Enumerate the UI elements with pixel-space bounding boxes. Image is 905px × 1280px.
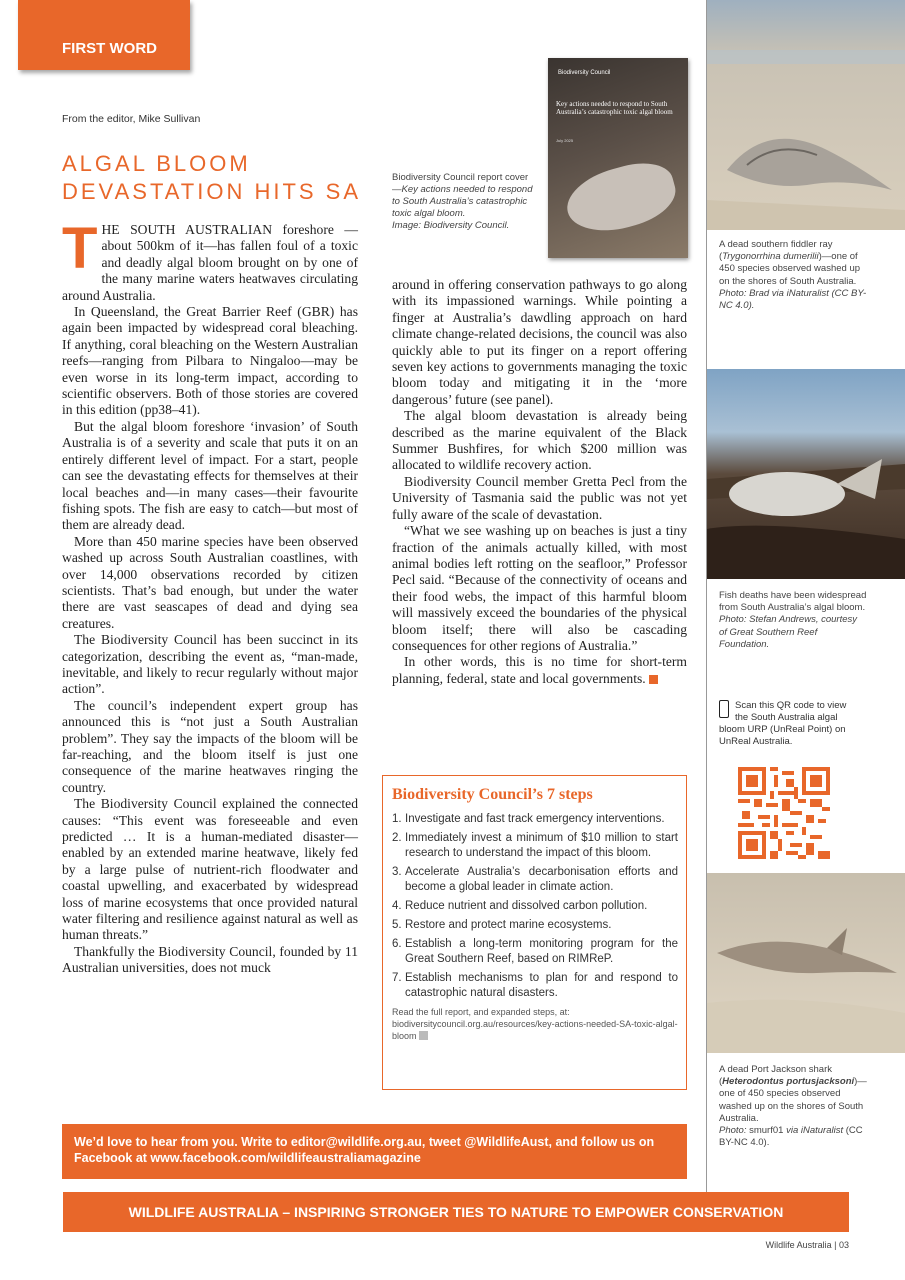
- section-tag-label: FIRST WORD: [62, 40, 157, 57]
- paragraph: around in offering conservation pathways to go along with its impassioned warnings. While pointing a finger at Australia’s dawdling approach on hard climate change-related decisions, the council was also quickly able to put its finger on a report offering seven key actions to governments managing the toxic bloom today and mitigating it in the ‘more dangerous’ future (see panel).: [392, 277, 687, 407]
- paragraph: [392, 654, 687, 687]
- photo-credit-label: Photo:: [719, 1125, 747, 1137]
- end-mark: [649, 675, 658, 684]
- cover-date: July 2025: [556, 138, 574, 143]
- step-number: 2.: [392, 832, 402, 844]
- photo-dead-shark: [707, 873, 905, 1053]
- step-text: Restore and protect marine ecosystems.: [405, 919, 612, 931]
- headline: [62, 150, 382, 206]
- step-number: 4.: [392, 900, 402, 912]
- paragraph: More than 450 marine species have been observed washed up across South Australian coastlines, with over 14,000 observations recorded by citizen scientists. That’s bad enough, but under the water there are vast seascapes of dead and dying sea creatures.: [62, 533, 358, 631]
- paragraph-text: In other words, this is no time for short-term planning, federal, state and local governments.: [392, 654, 687, 686]
- list-item: [392, 937, 678, 967]
- list-item: [392, 899, 678, 914]
- list-item: [392, 865, 678, 895]
- byline: From the editor, Mike Sullivan: [62, 113, 201, 125]
- step-number: 6.: [392, 938, 402, 950]
- photo-dead-fish: [707, 369, 905, 579]
- steps-panel: [382, 775, 687, 1090]
- photo-credit-source: via iNaturalist: [786, 1125, 844, 1137]
- photo-dead-fiddler-ray: [707, 0, 905, 230]
- steps-list: [392, 812, 678, 1001]
- qr-text: Scan this QR code to view the South Australia algal bloom URP (UnReal Point) on UnReal Australia.: [719, 700, 847, 747]
- step-text: Reduce nutrient and dissolved carbon pollution.: [405, 900, 648, 912]
- article-column-1: [62, 216, 358, 977]
- paragraph-text: HE SOUTH AUSTRALIAN foreshore —about 500km of it—has fallen foul of a toxic and deadly algal bloom brought on by one of the many marine waters heatwaves circulating around Australia.: [62, 222, 358, 303]
- end-mark: [419, 1031, 428, 1040]
- species-name: Trygonorrhina dumerilii: [722, 251, 819, 263]
- paragraph: The council’s independent expert group has announced this is “not just a South Australian problem”. They say the impacts of the bloom will be far-reaching, and the bloom itself is just one consequence of the marine heatwaves ringing the country.: [62, 697, 358, 795]
- step-number: 5.: [392, 919, 402, 931]
- step-number: 7.: [392, 972, 402, 984]
- photo-credit: Photo: Stefan Andrews, courtesy of Great Southern Reef Foundation.: [719, 614, 858, 650]
- cover-title: Key actions needed to respond to South Australia’s catastrophic toxic algal bloom: [556, 100, 673, 116]
- qr-instructions: [719, 700, 859, 748]
- paragraph: Thankfully the Biodiversity Council, founded by 11 Australian universities, does not muck: [62, 943, 358, 976]
- cover-caption-credit: Image: Biodiversity Council.: [392, 220, 510, 231]
- paragraph: In Queensland, the Great Barrier Reef (GBR) has again been impacted by widespread coral bleaching. If anything, coral bleaching on the Western Australian reefs—ranging from Pilbara to Ningaloo—may be even worse in its long-term impact, according to scientific observers. Both of those stories are covered in this edition (pp38–41).: [62, 304, 358, 418]
- read-more-note: [392, 1006, 678, 1042]
- read-more-text: Read the full report, and expanded steps, at: biodiversitycouncil.org.au/resources/key-actions-needed-SA-toxic-algal-bloom: [392, 1007, 678, 1041]
- caption-text: )—one of 450 species observed washed up on the shores of South Australia.: [719, 1076, 867, 1124]
- paragraph: The algal bloom devastation is already being described as the marine equivalent of the Black Summer Bushfires, for which $200 million was allocated to wildlife recovery action.: [392, 408, 687, 473]
- cover-caption-lead: Biodiversity Council report cover—: [392, 172, 529, 195]
- cover-caption-title: Key actions needed to respond to South Australia’s catastrophic toxic algal bloom.: [392, 184, 533, 219]
- step-text: Accelerate Australia’s decarbonisation efforts and become a global leader in climate action.: [405, 866, 678, 893]
- headline-line-2: DEVASTATION HITS SA: [62, 179, 362, 204]
- paragraph: [62, 216, 358, 304]
- caption-text: A dead Port Jackson shark (: [719, 1064, 833, 1088]
- step-text: Establish mechanisms to plan for and respond to catastrophic natural disasters.: [405, 972, 678, 999]
- paragraph: Biodiversity Council member Gretta Pecl from the University of Tasmania said the public was not yet fully aware of the scale of devastation.: [392, 473, 687, 522]
- page-folio: Wildlife Australia | 03: [765, 1240, 849, 1250]
- step-number: 3.: [392, 866, 402, 878]
- phone-icon: [719, 700, 729, 718]
- photo-credit-name: smurf01: [746, 1125, 787, 1137]
- photo-credit-license: (CC BY-NC 4.0).: [719, 1125, 863, 1149]
- paragraph: But the algal bloom foreshore ‘invasion’ of South Australia is of a severity and scale that puts it on an entirely different level of impact. For a start, people can see the devastating effects for themselves at their local beaches and—in many cases—their favourite fishing spots. The fish are easy to catch—but most of them are already dead.: [62, 418, 358, 533]
- caption-fish: [719, 590, 867, 651]
- caption-text: Fish deaths have been widespread from South Australia’s algal bloom.: [719, 590, 867, 614]
- headline-line-1: ALGAL BLOOM: [62, 151, 251, 176]
- species-name: Heterodontus portusjacksoni: [722, 1076, 855, 1088]
- step-text: Investigate and fast track emergency interventions.: [405, 813, 665, 825]
- section-tag: [18, 0, 190, 70]
- list-item: [392, 918, 678, 933]
- drop-cap: T: [62, 216, 98, 281]
- step-number: 1.: [392, 813, 402, 825]
- tagline-banner: WILDLIFE AUSTRALIA – INSPIRING STRONGER TIES TO NATURE TO EMPOWER CONSERVATION: [63, 1192, 849, 1232]
- cover-fish-illustration: [560, 155, 682, 241]
- list-item: [392, 812, 678, 827]
- list-item: [392, 831, 678, 861]
- report-cover-image: [548, 58, 688, 258]
- cover-caption: [392, 172, 537, 232]
- caption-text: )—one of 450 species observed washed up on the shores of South Australia.: [719, 251, 861, 287]
- contact-banner: We’d love to hear from you. Write to editor@wildlife.org.au, tweet @WildlifeAust, and follow us on Facebook at www.facebook.com/wildlifeaustraliamagazine: [62, 1124, 687, 1179]
- list-item: [392, 971, 678, 1001]
- step-text: Establish a long-term monitoring program for the Great Southern Reef, based on RIMReP.: [405, 938, 678, 965]
- caption-fiddler-ray: [719, 239, 867, 312]
- article-column-2: [392, 277, 687, 687]
- paragraph: The Biodiversity Council has been succinct in its categorization, describing the event as, “man-made, inevitable, and likely to recur regularly without major action”.: [62, 632, 358, 697]
- paragraph: “What we see washing up on beaches is just a tiny fraction of the animals actually killed, with most animal bodies left rotting on the seafloor,” Professor Pecl said. “Because of the connectivity of oceans and their food webs, the impact of this harmful bloom will massively exceed the boundaries of the physical bloom itself; there will also be cascading consequences for other regions of Australia.”: [392, 523, 687, 653]
- step-text: Immediately invest a minimum of $10 million to start research to understand the impact of this bloom.: [405, 832, 678, 859]
- qr-code[interactable]: [738, 767, 830, 859]
- panel-title: Biodiversity Council’s 7 steps: [392, 786, 593, 803]
- paragraph: The Biodiversity Council explained the connected causes: “This event was foreseeable and even predicted … It is a human-mediated disaster—enabled by an extended marine heatwave, likely fed by a large pulse of nutrient-rich floodwater and coastal upwelling, and exacerbated by widespread loss of marine ecosystems that once provided natural water filtering and resilience against natural as well as human threats.”: [62, 796, 358, 943]
- caption-shark: [719, 1064, 867, 1149]
- caption-text: A dead southern fiddler ray (: [719, 239, 833, 263]
- cover-logo: Biodiversity Council: [558, 70, 611, 76]
- photo-credit: Photo: Brad via iNaturalist (CC BY-NC 4.0).: [719, 287, 867, 312]
